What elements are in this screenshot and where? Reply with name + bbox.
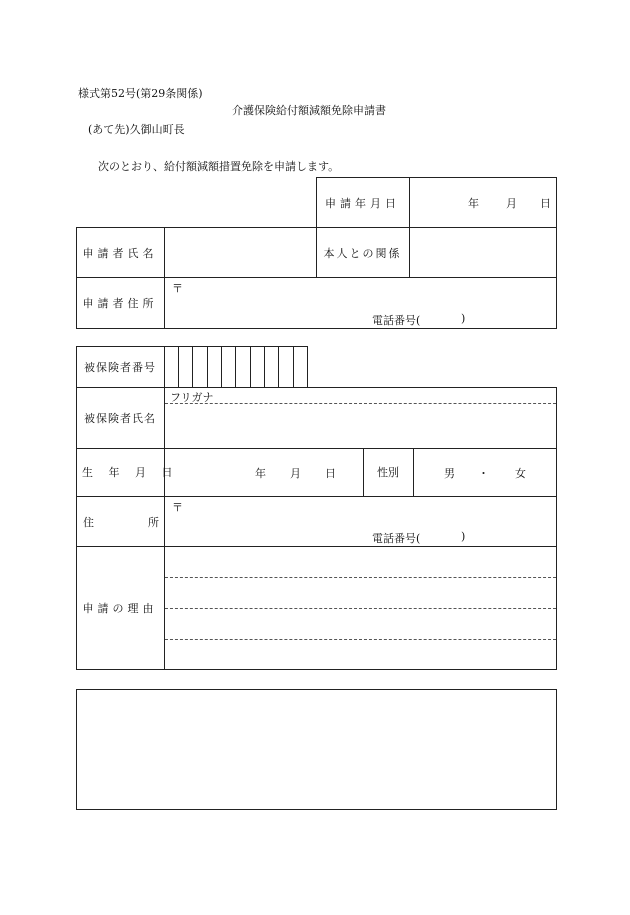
- notes-box[interactable]: [76, 689, 557, 810]
- digit-divider: [264, 346, 265, 388]
- applicant-address-field[interactable]: [165, 278, 556, 328]
- reason-label: 申請の理由: [82, 602, 158, 615]
- date-label: 申請年月日: [325, 196, 400, 210]
- insured-address-label-1: 住: [83, 516, 94, 529]
- date-month: 月: [506, 197, 517, 210]
- form-number: 様式第52号(第29条関係): [78, 87, 203, 100]
- birth-month: 月: [290, 467, 301, 480]
- insured-number-label: 被保険者番号: [84, 361, 156, 374]
- insured-address-label-2: 所: [148, 516, 159, 529]
- furigana-divider: [165, 403, 556, 404]
- insured-phone-label: 電話番号(: [372, 532, 421, 545]
- applicant-name-field[interactable]: [165, 228, 315, 277]
- applicant-phone-close: ): [461, 312, 466, 325]
- digit-divider: [207, 346, 208, 388]
- furigana-label: フリガナ: [170, 391, 214, 404]
- application-date-field[interactable]: [410, 178, 556, 227]
- gender-separator: ・: [478, 467, 489, 480]
- applicant-postal-mark: 〒: [172, 282, 183, 295]
- insured-postal-mark: 〒: [172, 501, 183, 514]
- relation-label: 本人との関係: [323, 246, 402, 260]
- addressee: (あて先)久御山町長: [88, 123, 185, 136]
- digit-divider: [293, 346, 294, 388]
- date-day: 日: [540, 197, 551, 210]
- gender-male[interactable]: 男: [444, 467, 455, 480]
- reason-field[interactable]: [165, 547, 556, 669]
- furigana-field[interactable]: [220, 388, 556, 402]
- gender-label: 性別: [377, 466, 399, 479]
- applicant-phone-label: 電話番号(: [372, 314, 421, 327]
- insured-address-field[interactable]: [165, 497, 556, 545]
- insured-phone-close: ): [461, 530, 466, 543]
- digit-divider: [235, 346, 236, 388]
- date-year: 年: [468, 197, 479, 210]
- birth-date-field[interactable]: [165, 449, 362, 495]
- digit-divider: [192, 346, 193, 388]
- applicant-address-label: 申請者住所: [82, 297, 158, 310]
- insured-name-label: 被保険者氏名: [84, 411, 156, 425]
- insured-name-field[interactable]: [165, 405, 556, 447]
- gender-female[interactable]: 女: [515, 467, 526, 480]
- relation-field[interactable]: [410, 228, 556, 277]
- digit-divider: [178, 346, 179, 388]
- digit-divider: [221, 346, 222, 388]
- birth-day: 日: [325, 467, 336, 480]
- birth-label-text: 生 年 月 日: [82, 466, 179, 479]
- intro-text: 次のとおり、給付額減額措置免除を申請します。: [98, 160, 340, 173]
- applicant-name-label: 申請者氏名: [82, 246, 158, 260]
- digit-divider: [278, 346, 279, 388]
- digit-divider: [250, 346, 251, 388]
- birth-label: [82, 448, 179, 496]
- form-title: 介護保険給付額減額免除申請書: [232, 104, 386, 117]
- birth-year: 年: [255, 467, 266, 480]
